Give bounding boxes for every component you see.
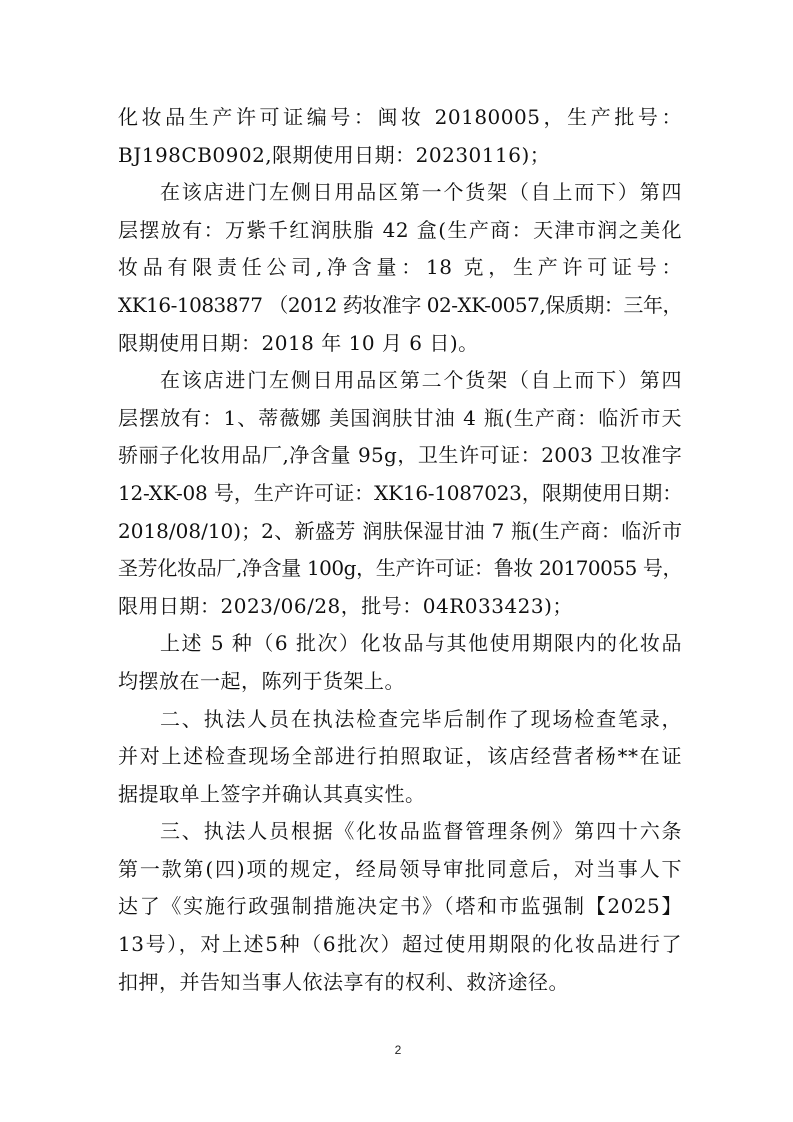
paragraph-section-three <box>118 813 682 1001</box>
text-line: 化妆品生产许可证编号：闽妆 20180005，生产批号： <box>118 105 682 129</box>
text-line: 层摆放有：万紫千红润肤脂 42 盒(生产商：天津市润之美化 <box>118 217 682 242</box>
text-line: 12-XK-08 号，生产许可证：XK16-1087023，限期使用日期： <box>118 480 682 505</box>
text-line: BJ198CB0902,限期使用日期：20230116)； <box>118 142 551 167</box>
paragraph-section-two <box>118 701 682 814</box>
text-line: 据提取单上签字并确认其真实性。 <box>118 781 426 806</box>
text-line: 13号），对上述5种（6批次）超过使用期限的化妆品进行了 <box>118 932 682 957</box>
text-line: 在该店进门左侧日用品区第一个货架（自上而下）第四 <box>160 180 682 205</box>
text-line: 第一款第(四)项的规定，经局领导审批同意后，对当事人下 <box>118 856 682 881</box>
text-line: 二、执法人员在执法检查完毕后制作了现场检查笔录， <box>160 706 682 731</box>
text-line: 限期使用日期：2018 年 10 月 6 日)。 <box>118 330 479 355</box>
paragraph-shelf-one <box>118 174 682 362</box>
text-line: 达了《实施行政强制措施决定书》（塔和市监强制【2025】 <box>118 894 682 919</box>
text-line: 扣押，并告知当事人依法享有的权利、救济途径。 <box>118 969 569 994</box>
text-line: 骄丽子化妆用品厂,净含量 95g，卫生许可证：2003 卫妆准字 <box>118 443 682 468</box>
body-text <box>118 99 682 1001</box>
text-line: 层摆放有：1、蒂薇娜 美国润肤甘油 4 瓶(生产商：临沂市天 <box>118 405 682 430</box>
text-line: 妆品有限责任公司,净含量：18 克，生产许可证号： <box>118 255 682 280</box>
text-line: 均摆放在一起，陈列于货架上。 <box>118 668 405 693</box>
text-line: XK16-1083877 （2012 药妆准字 02-XK-0057,保质期：三年， <box>118 292 682 317</box>
paragraph-summary <box>118 625 682 700</box>
page-number: 2 <box>394 1043 402 1057</box>
paragraph-shelf-two <box>118 362 682 625</box>
text-line: 限用日期：2023/06/28，批号：04R033423)； <box>118 593 573 618</box>
text-line: 圣芳化妆品厂,净含量 100g，生产许可证：鲁妆 20170055 号， <box>118 556 682 581</box>
text-line: 在该店进门左侧日用品区第二个货架（自上而下）第四 <box>160 368 682 393</box>
paragraph-continuation <box>118 99 682 174</box>
text-line: 三、执法人员根据《化妆品监督管理条例》第四十六条 <box>160 819 682 844</box>
text-line: 2018/08/10)；2、新盛芳 润肤保湿甘油 7 瓶(生产商：临沂市 <box>118 518 682 543</box>
text-line: 并对上述检查现场全部进行拍照取证，该店经营者杨**在证 <box>118 744 682 769</box>
text-line: 上述 5 种（6 批次）化妆品与其他使用期限内的化妆品 <box>160 631 682 656</box>
